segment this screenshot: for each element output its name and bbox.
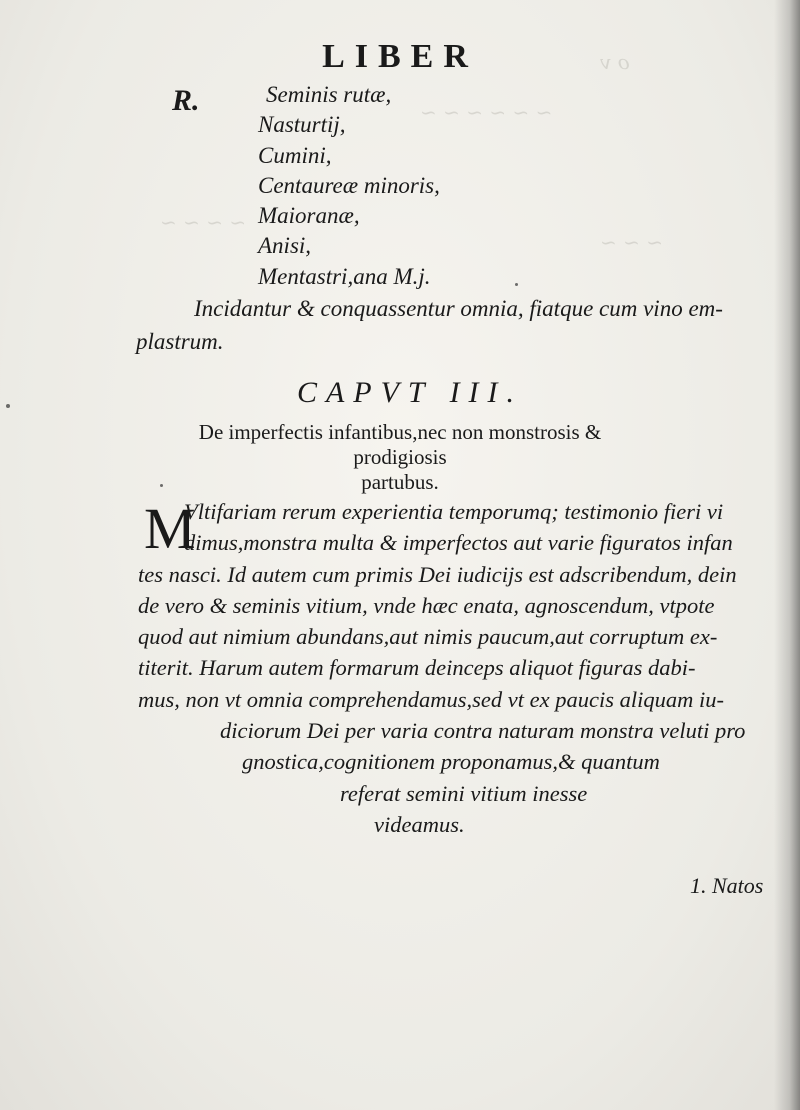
instruction-line: plastrum. bbox=[136, 329, 224, 354]
recipe-mark: R. bbox=[172, 84, 200, 117]
body-line: de vero & seminis vitium, vnde hæc enata, agnoscendum, vtpote bbox=[138, 592, 715, 618]
body-line: referat semini vitium inesse bbox=[340, 780, 588, 806]
ingredient-item: Mentastri,ana M.j. bbox=[258, 263, 431, 289]
body-line: mus, non vt omnia comprehendamus,sed vt ex paucis aliquam iu- bbox=[138, 686, 724, 712]
ingredient-item: Centaureæ minoris, bbox=[258, 172, 440, 198]
ingredient-item: Anisi, bbox=[258, 233, 312, 259]
body-line: tes nasci. Id autem cum primis Dei iudicijs est adscribendum, dein bbox=[138, 561, 737, 587]
ink-speck bbox=[160, 484, 163, 487]
body-line: Vltifariam rerum experientia temporumq; testimonio fieri vi bbox=[184, 499, 724, 524]
preparation-instruction bbox=[136, 292, 766, 358]
ingredient-item: Seminis rutæ, bbox=[266, 82, 392, 107]
bleed-through-text: ~ ~ ~ ~ bbox=[160, 210, 247, 234]
instruction-line: Incidantur & conquassentur omnia, fiatque cum vino em- bbox=[194, 296, 723, 321]
ingredient-list bbox=[258, 80, 678, 292]
catchword: 1. Natos bbox=[690, 873, 764, 898]
chapter-title: CAPVT III. bbox=[296, 376, 524, 409]
bleed-through-text: o v bbox=[600, 50, 630, 74]
body-line: videamus. bbox=[374, 811, 465, 837]
chapter-subtitle bbox=[150, 420, 650, 495]
body-line: quod aut nimium abundans,aut nimis paucum,aut corruptum ex- bbox=[138, 624, 718, 650]
ingredient-item: Nasturtij, bbox=[258, 112, 346, 138]
ink-speck bbox=[6, 404, 10, 408]
drop-cap: M bbox=[144, 496, 196, 561]
body-line: gnostica,cognitionem proponamus,& quantum bbox=[242, 749, 660, 775]
bleed-through-text: ~ ~ ~ bbox=[600, 230, 663, 254]
body-line: dimus,monstra multa & imperfectos aut varie figuratos infan bbox=[184, 530, 733, 556]
chapter-body bbox=[138, 496, 778, 840]
ingredient-item: Maioranæ, bbox=[258, 203, 360, 229]
ink-speck bbox=[515, 283, 518, 286]
ingredient-item: Cumini, bbox=[258, 142, 332, 168]
bleed-through-text: ~ ~ ~ ~ ~ ~ bbox=[420, 100, 553, 124]
running-head: LIBER bbox=[322, 38, 478, 75]
subtitle-line: De imperfectis infantibus,nec non monstrosis & prodigiosis bbox=[198, 420, 602, 469]
body-line: diciorum Dei per varia contra naturam monstra veluti pro bbox=[220, 718, 746, 744]
subtitle-line: partubus. bbox=[361, 470, 439, 494]
body-line: titerit. Harum autem formarum deinceps aliquot figuras dabi- bbox=[138, 655, 696, 681]
